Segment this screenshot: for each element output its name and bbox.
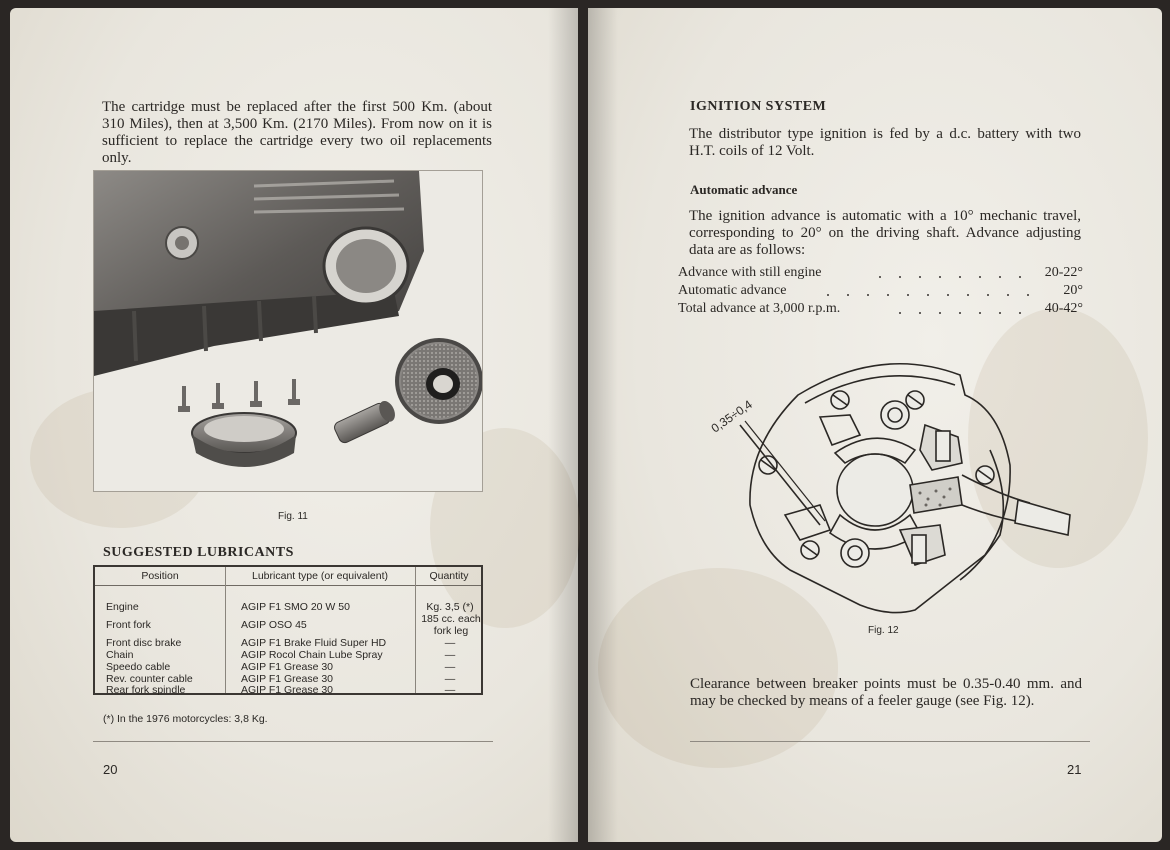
- advance-row-label: Automatic advance: [678, 283, 787, 298]
- figure-11-caption: Fig. 11: [278, 511, 308, 522]
- table-row-quantity: —: [444, 649, 456, 661]
- automatic-advance-subheading: Automatic advance: [690, 182, 798, 197]
- advance-row-value: 20-22°: [1044, 265, 1083, 280]
- table-row-lubricant: AGIP F1 Grease 30: [241, 661, 334, 673]
- clearance-text: Clearance between breaker points must be 0.35-0.40 mm. and may be checked by means of a feeler gauge (see Fig. 12).: [690, 676, 1082, 709]
- table-row-position: Rear fork spindle: [106, 684, 186, 696]
- table-row-quantity: —: [444, 673, 456, 685]
- advance-row-value: 40-42°: [1044, 301, 1083, 316]
- page-number-right: 21: [1067, 762, 1082, 777]
- table-row-position: Rev. counter cable: [106, 673, 193, 685]
- lubricants-heading: SUGGESTED LUBRICANTS: [103, 545, 294, 560]
- table-row-lubricant: AGIP F1 Grease 30: [241, 684, 334, 696]
- header-quantity: Quantity: [429, 570, 469, 582]
- figure-12-caption: Fig. 12: [868, 625, 899, 636]
- table-row-quantity: 185 cc. each fork leg: [421, 613, 481, 637]
- page-number-left: 20: [103, 762, 118, 777]
- table-row-quantity: Kg. 3,5 (*): [426, 601, 474, 613]
- table-row-position: Front fork: [106, 619, 151, 631]
- table-row-position: Engine: [106, 601, 139, 613]
- footer-rule: [690, 741, 1090, 742]
- table-row-position: Speedo cable: [106, 661, 171, 673]
- table-row-lubricant: AGIP F1 Brake Fluid Super HD: [241, 637, 387, 649]
- table-row-position: Chain: [106, 649, 134, 661]
- table-row-quantity: —: [444, 637, 456, 649]
- ignition-intro-text: The distributor type ignition is fed by a d.c. battery with two H.T. coils of 12 Volt.: [689, 126, 1081, 159]
- table-row-lubricant: AGIP F1 SMO 20 W 50: [241, 601, 350, 613]
- clearance-label: 0,35÷0,4: [708, 397, 755, 436]
- header-lubricant: Lubricant type (or equivalent): [252, 570, 388, 582]
- footnote: (*) In the 1976 motorcycles: 3,8 Kg.: [103, 713, 268, 725]
- table-row-quantity: —: [444, 661, 456, 673]
- advance-row-label: Total advance at 3,000 r.p.m.: [678, 301, 841, 316]
- table-row-lubricant: AGIP Rocol Chain Lube Spray: [241, 649, 383, 661]
- table-row-lubricant: AGIP F1 Grease 30: [241, 673, 334, 685]
- table-row-quantity: —: [444, 684, 456, 696]
- advance-text: The ignition advance is automatic with a 10° mechanic travel, corresponding to 20° on the driving shaft. Advance adjusting data are as follows:: [689, 208, 1081, 258]
- header-position: Position: [141, 570, 179, 582]
- advance-row-label: Advance with still engine: [678, 265, 822, 280]
- breaker-plate-diagram: [700, 355, 1080, 625]
- oil-cartridge-text: The cartridge must be replaced after the first 500 Km. (about 310 Miles), then at 3,500 Km. (2170 Miles). From now on it is sufficient to replace the cartridge every two oil replacements only.: [102, 99, 492, 166]
- table-row-lubricant: AGIP OSO 45: [241, 619, 307, 631]
- ignition-heading: IGNITION SYSTEM: [690, 99, 827, 114]
- table-row-position: Front disc brake: [106, 637, 182, 649]
- advance-row-value: 20°: [1063, 283, 1083, 298]
